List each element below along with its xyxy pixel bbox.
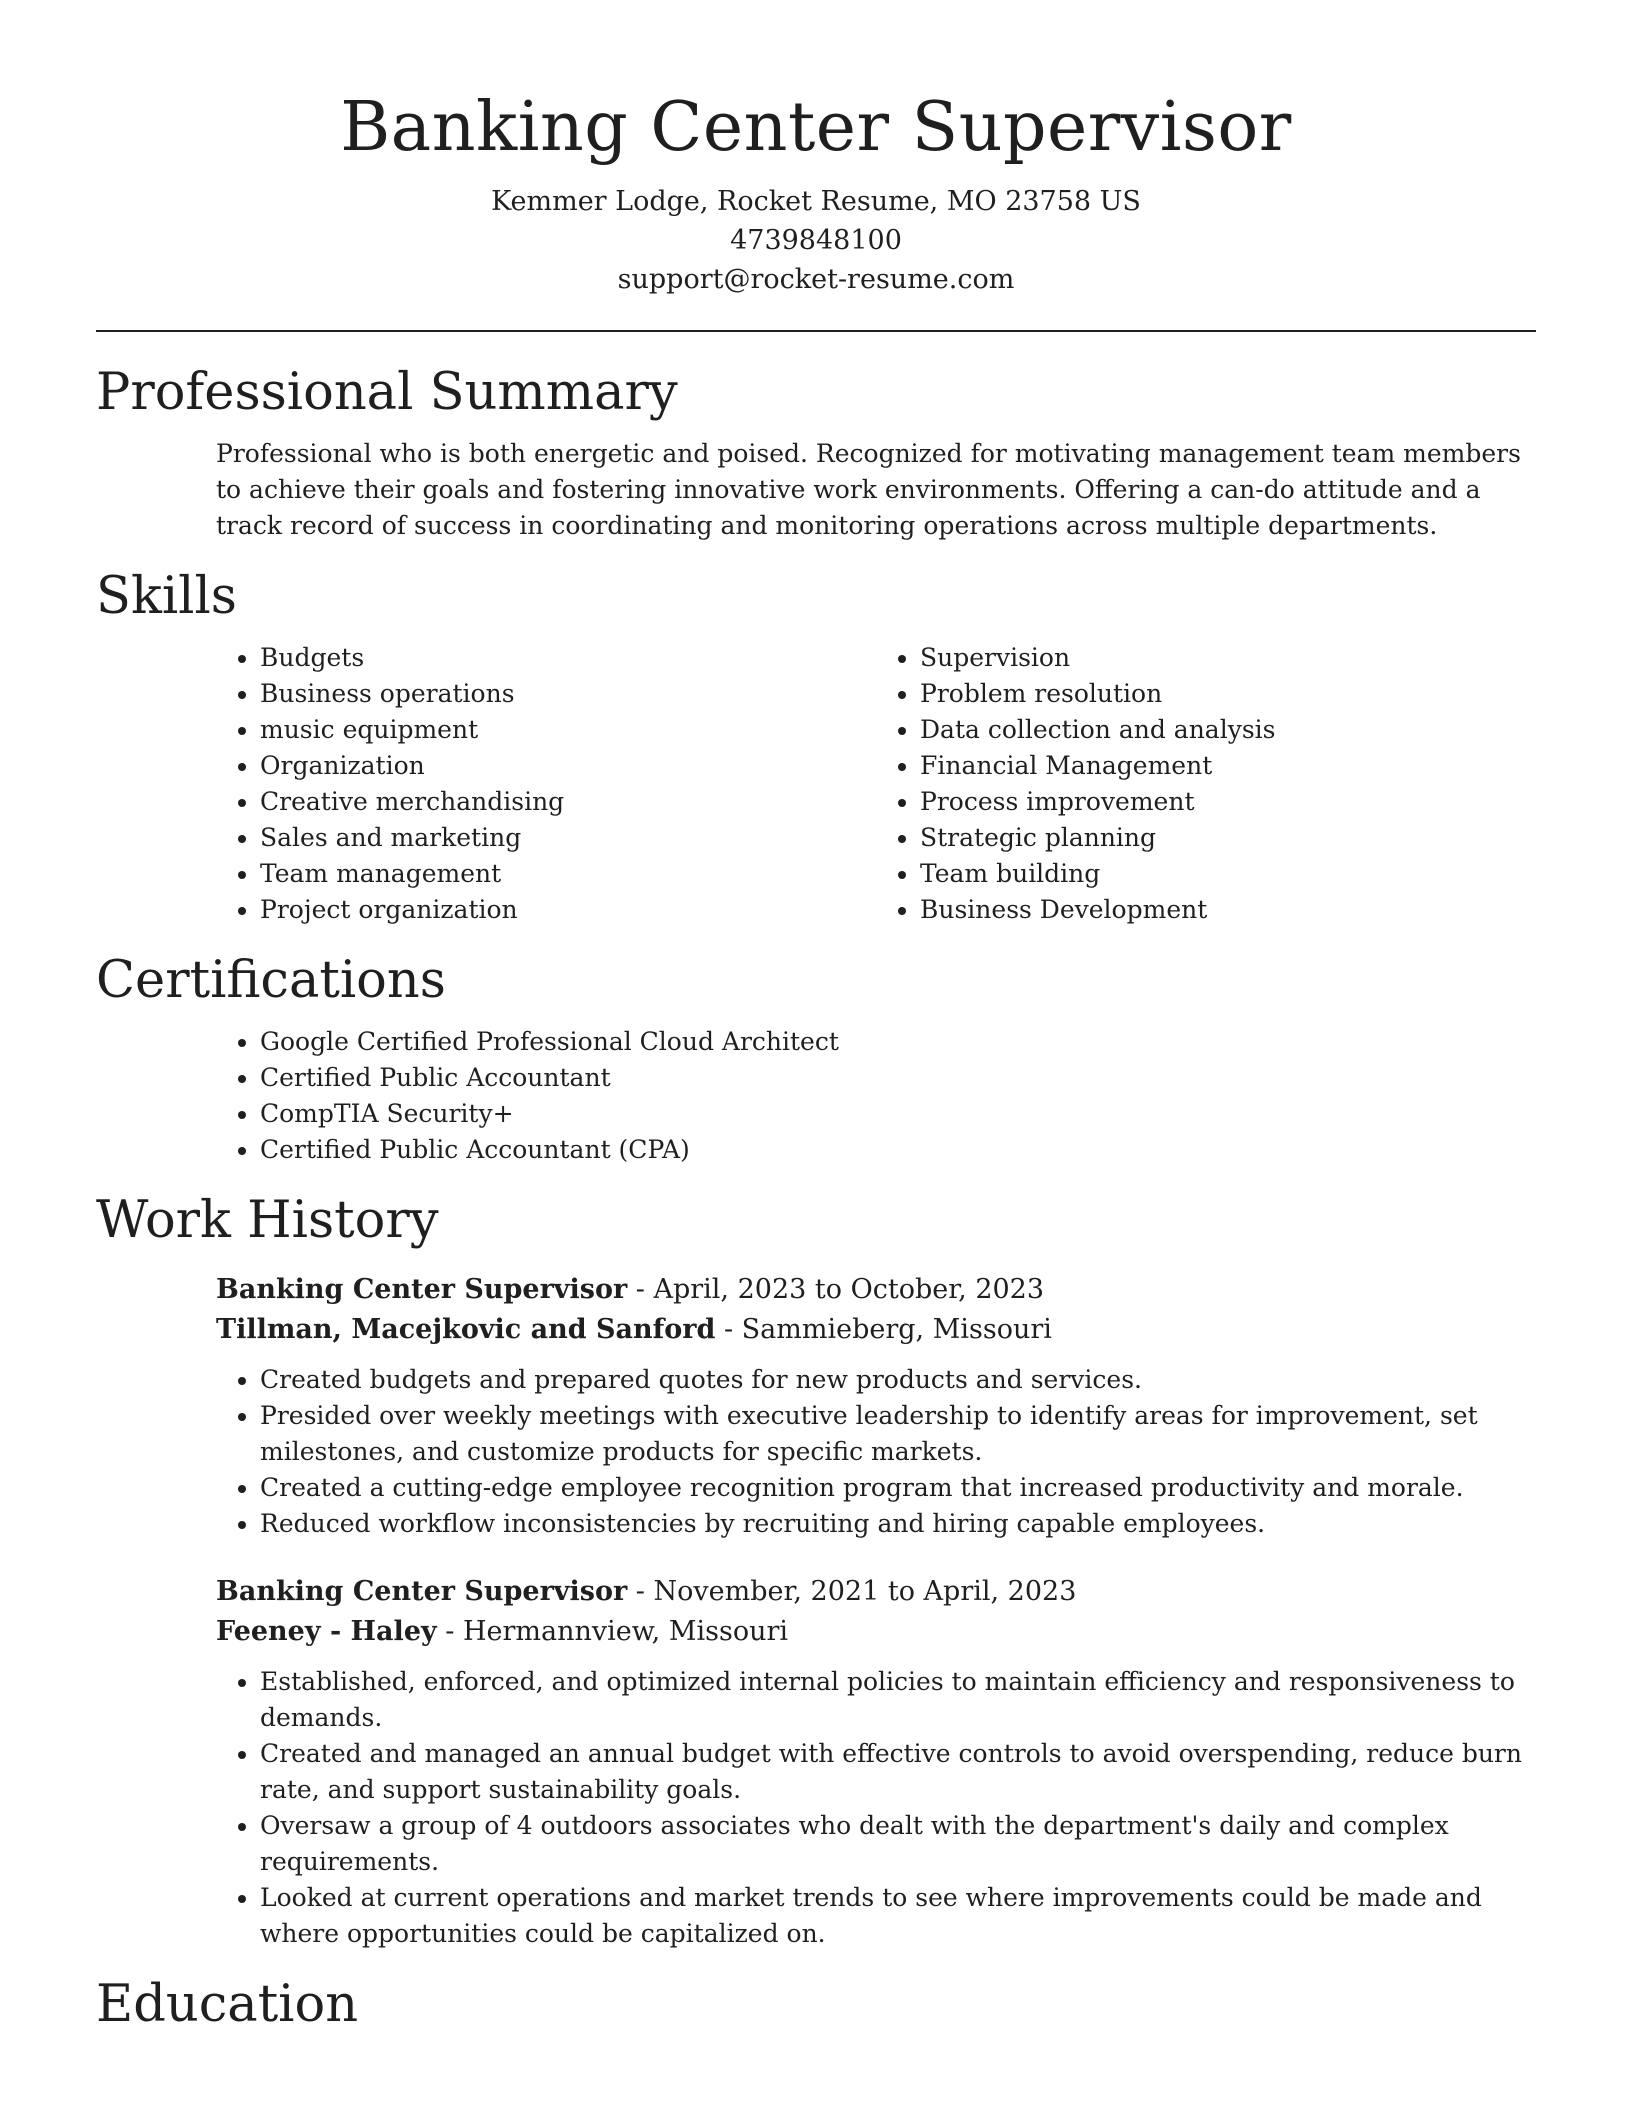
job-dates: - November, 2021 to April, 2023 — [627, 1576, 1077, 1607]
certifications-list — [216, 1024, 1536, 1168]
job-bullets — [216, 1362, 1536, 1542]
contact-email: support@rocket-resume.com — [617, 264, 1015, 295]
job-location: - Sammieberg, Missouri — [715, 1314, 1052, 1345]
skill-item: • music equipment — [260, 712, 876, 748]
skill-item: • Business Development — [920, 892, 1536, 928]
summary-section — [96, 362, 1536, 544]
job-role: Banking Center Supervisor — [216, 1274, 628, 1305]
skill-item: • Team building — [920, 856, 1536, 892]
job-company-line — [216, 1612, 1536, 1652]
contact-phone: 4739848100 — [730, 225, 902, 256]
job-location: - Hermannview, Missouri — [436, 1616, 789, 1647]
job-bullet: • Established, enforced, and optimized internal policies to maintain efficiency and responsiveness to demands. — [260, 1664, 1536, 1736]
certification-item: • CompTIA Security+ — [260, 1096, 1536, 1132]
job-bullet: • Created a cutting-edge employee recognition program that increased productivity and morale. — [260, 1470, 1536, 1506]
resume-name: Banking Center Supervisor — [340, 88, 1292, 167]
education-section — [96, 1974, 1536, 2036]
skill-item: • Team management — [260, 856, 876, 892]
skills-list-right — [876, 640, 1536, 928]
skill-item: • Problem resolution — [920, 676, 1536, 712]
contact-address: Kemmer Lodge, Rocket Resume, MO 23758 US — [491, 186, 1141, 217]
skill-item: • Sales and marketing — [260, 820, 876, 856]
job-entry — [96, 1572, 1536, 1952]
job-dates: - April, 2023 to October, 2023 — [627, 1274, 1045, 1305]
contact-block — [96, 182, 1536, 299]
job-bullets — [216, 1664, 1536, 1952]
job-bullet: • Looked at current operations and market trends to see where improvements could be made and where opportunities could be capitalized on. — [260, 1880, 1536, 1952]
skill-item: • Organization — [260, 748, 876, 784]
skill-item: • Data collection and analysis — [920, 712, 1536, 748]
certification-item: • Certified Public Accountant (CPA) — [260, 1132, 1536, 1168]
skill-item: • Business operations — [260, 676, 876, 712]
education-heading: Education — [96, 1975, 359, 2034]
job-bullet: • Oversaw a group of 4 outdoors associates who dealt with the department's daily and complex requirements. — [260, 1808, 1536, 1880]
job-title-line — [216, 1270, 1536, 1310]
skills-list-left — [216, 640, 876, 928]
skill-item: • Strategic planning — [920, 820, 1536, 856]
job-company: Tillman, Macejkovic and Sanford — [216, 1314, 716, 1345]
job-role: Banking Center Supervisor — [216, 1576, 628, 1607]
job-company-line — [216, 1310, 1536, 1350]
skills-heading: Skills — [96, 567, 237, 626]
certification-item: • Google Certified Professional Cloud Architect — [260, 1024, 1536, 1060]
header-divider — [96, 330, 1536, 332]
skill-item: • Supervision — [920, 640, 1536, 676]
certifications-section — [96, 950, 1536, 1168]
job-entry — [96, 1270, 1536, 1542]
skill-item: • Process improvement — [920, 784, 1536, 820]
summary-text: Professional who is both energetic and poised. Recognized for motivating management team members to achieve their goals and fostering innovative work environments. Offering a can-do attitude and a track record of success in coordinating and monitoring operations across multiple departments. — [216, 439, 1521, 540]
skill-item: • Budgets — [260, 640, 876, 676]
job-bullet: • Presided over weekly meetings with executive leadership to identify areas for improvement, set milestones, and customize products for specific markets. — [260, 1398, 1536, 1470]
job-bullet: • Created and managed an annual budget with effective controls to avoid overspending, reduce burn rate, and support sustainability goals. — [260, 1736, 1536, 1808]
job-bullet: • Created budgets and prepared quotes for new products and services. — [260, 1362, 1536, 1398]
skills-section — [96, 566, 1536, 928]
work-history-section — [96, 1190, 1536, 1952]
certification-item: • Certified Public Accountant — [260, 1060, 1536, 1096]
job-title-line — [216, 1572, 1536, 1612]
job-company: Feeney - Haley — [216, 1616, 437, 1647]
job-bullet: • Reduced workflow inconsistencies by recruiting and hiring capable employees. — [260, 1506, 1536, 1542]
skill-item: • Financial Management — [920, 748, 1536, 784]
skill-item: • Project organization — [260, 892, 876, 928]
certifications-heading: Certifications — [96, 951, 446, 1010]
work-history-heading: Work History — [96, 1191, 439, 1250]
skill-item: • Creative merchandising — [260, 784, 876, 820]
summary-heading: Professional Summary — [96, 363, 678, 422]
